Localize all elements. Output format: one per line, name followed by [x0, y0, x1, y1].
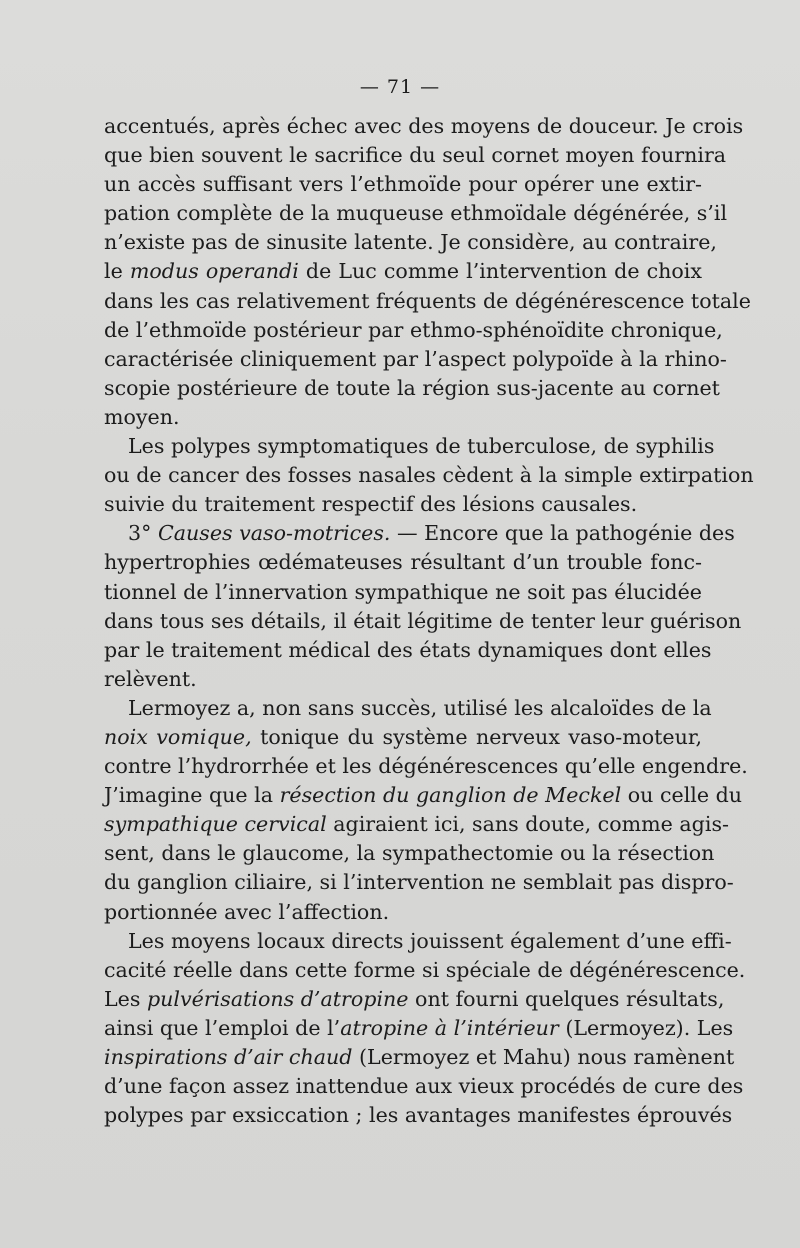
text-run: (Lermoyez). Les — [558, 1015, 734, 1040]
text-run: un accès suffisant vers l’ethmoïde pour opérer une extir- — [104, 172, 702, 197]
text-run: Les — [104, 986, 147, 1011]
text-run: relèvent. — [104, 666, 197, 691]
text-line — [104, 898, 702, 927]
paragraph — [104, 519, 742, 694]
text-line — [104, 490, 702, 519]
text-run: ou de cancer des fosses nasales cèdent à la simple extirpation — [104, 463, 754, 488]
text-line — [104, 257, 702, 286]
text-line — [104, 374, 720, 403]
text-line — [104, 607, 742, 636]
text-run: que bien souvent le sacrifice du seul cornet moyen fournira — [104, 143, 727, 168]
text-run: le — [104, 259, 130, 284]
text-line — [104, 461, 754, 490]
italic-text: résection du ganglion de Meckel — [279, 783, 622, 808]
text-run: — Encore que la pathogénie des — [390, 521, 735, 546]
page-number: — 71 — — [359, 76, 441, 98]
text-run: scopie postérieure de toute la région sus-jacente au cornet — [104, 375, 720, 400]
text-run: polypes par exsiccation ; les avantages manifestes éprouvés — [104, 1103, 733, 1128]
text-run: Lermoyez a, non sans succès, utilisé les alcaloïdes de la — [128, 695, 712, 720]
text-run: sent, dans le glaucome, la sympathectomie ou la résection — [104, 841, 715, 866]
text-line — [104, 752, 748, 781]
italic-text: Causes vaso-motrices. — [157, 521, 391, 546]
text-line — [104, 287, 751, 316]
text-run: ou celle du — [621, 783, 743, 808]
italic-text: sympathique cervical — [104, 812, 327, 837]
paragraph — [104, 432, 754, 519]
paragraph — [104, 112, 751, 432]
text-line — [104, 956, 746, 985]
text-run: de l’ethmoïde postérieur par ethmo-sphénoïdite chronique, — [104, 317, 723, 342]
text-line — [104, 839, 715, 868]
text-line — [104, 112, 744, 141]
text-line — [104, 1101, 733, 1130]
text-run: suivie du traitement respectif des lésions causales. — [104, 492, 638, 517]
text-line — [104, 636, 712, 665]
text-line — [104, 170, 702, 199]
text-line — [104, 781, 743, 810]
text-run: par le traitement médical des états dynamiques dont elles — [104, 637, 712, 662]
text-line — [104, 228, 717, 257]
italic-text: inspirations d’air chaud — [104, 1045, 353, 1069]
text-line — [104, 723, 702, 752]
paragraph — [104, 694, 748, 927]
body-text — [104, 112, 754, 1130]
text-run: (Lermoyez et Mahu) nous ramènent — [352, 1045, 735, 1069]
text-line — [104, 141, 727, 170]
text-run: pation complète de la muqueuse ethmoïdale dégénérée, s’il — [104, 201, 728, 226]
text-line — [104, 432, 715, 461]
text-run: caractérisée cliniquement par l’aspect polypoïde à la rhino- — [104, 346, 727, 371]
text-run: ainsi que l’emploi de l’ — [104, 1015, 341, 1040]
text-line — [104, 345, 727, 374]
text-line — [104, 548, 702, 577]
text-line — [104, 985, 725, 1014]
text-line — [104, 694, 712, 723]
text-run: Les polypes symptomatiques de tuberculose, de syphilis — [128, 434, 715, 459]
italic-text: noix vomique, — [104, 724, 252, 749]
text-run: n’existe pas de sinusite latente. Je considère, au contraire, — [104, 230, 717, 255]
text-run: 3° — [128, 521, 158, 546]
text-run: hypertrophies œdémateuses résultant d’un trouble fonc- — [104, 550, 702, 575]
text-line — [104, 810, 729, 839]
paragraph — [104, 927, 746, 1131]
text-run: Les moyens locaux directs jouissent également d’une effi- — [128, 928, 732, 953]
text-line — [104, 1014, 734, 1043]
text-run: accentués, après échec avec des moyens de douceur. Je crois — [104, 114, 744, 138]
text-run: de Luc comme l’intervention de choix — [298, 259, 702, 284]
text-run: portionnée avec l’affection. — [104, 899, 390, 924]
text-run: J’imagine que la — [104, 783, 280, 808]
text-line — [104, 403, 702, 432]
text-line — [104, 316, 723, 345]
text-line — [104, 1072, 744, 1101]
text-run: contre l’hydrorrhée et les dégénérescences qu’elle engendre. — [104, 754, 748, 779]
italic-text: atropine à l’intérieur — [340, 1015, 559, 1040]
text-run: moyen. — [104, 404, 180, 429]
text-line — [104, 868, 734, 897]
text-line — [104, 665, 702, 694]
italic-text: pulvérisations d’atropine — [146, 986, 409, 1011]
text-run: cacité réelle dans cette forme si spéciale de dégénérescence. — [104, 957, 746, 982]
text-run: dans tous ses détails, il était légitime de tenter leur guérison — [104, 608, 742, 633]
text-run: d’une façon assez inattendue aux vieux procédés de cure des — [104, 1074, 744, 1099]
text-run: agiraient ici, sans doute, comme agis- — [326, 812, 729, 837]
text-line — [104, 1043, 735, 1072]
italic-text: modus operandi — [129, 259, 299, 284]
text-line — [104, 578, 702, 607]
text-run: tonique du système nerveux vaso-moteur, — [251, 724, 702, 749]
text-run: du ganglion ciliaire, si l’intervention ne semblait pas dispro- — [104, 870, 734, 895]
text-run: tionnel de l’innervation sympathique ne soit pas élucidée — [104, 579, 702, 604]
text-line — [104, 519, 735, 548]
text-run: dans les cas relativement fréquents de dégénérescence totale — [104, 288, 751, 313]
text-line — [104, 927, 732, 956]
text-run: ont fourni quelques résultats, — [408, 986, 725, 1011]
text-line — [104, 199, 728, 228]
